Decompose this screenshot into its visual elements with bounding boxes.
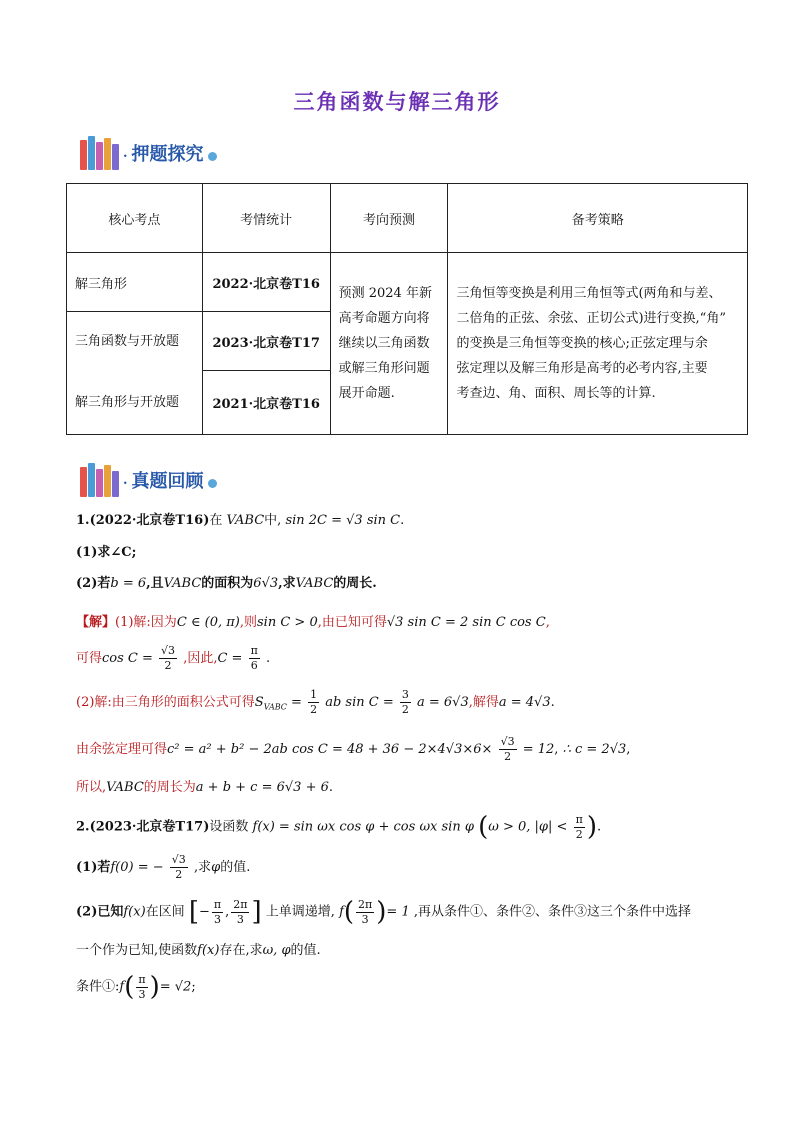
question-1-part-1: (1)求∠C; (76, 545, 137, 560)
table-cell-topic-group: 三角函数与开放题 解三角形与开放题 (67, 312, 203, 435)
table-header: 备考策略 (448, 184, 748, 253)
table-cell-stat: 2021·北京卷T16 (202, 371, 330, 435)
question-2-part-1: (1)若f(0) = − $\frac{√3}{2}$ ,求φ的值. (76, 853, 251, 881)
section-label: 押题探究 (131, 144, 204, 165)
solution-1-line-1: 【解】(1)解:因为C ∈ (0, π),则sin C > 0,由已知可得√3 sin C = 2 sin C cos C, (76, 615, 550, 630)
question-1-part-2: (2)若b = 6,且VABC的面积为6√3,求VABC的周长. (76, 576, 377, 591)
dot-icon (208, 479, 217, 488)
question-1-stem: 1.(2022·北京卷T16)在 VABC中, sin 2C = √3 sin C. (76, 513, 405, 528)
section-header-review: . 真题回顾 (80, 460, 217, 500)
books-icon (80, 463, 119, 497)
question-2-part-2-cont: 一个作为已知,使函数f(x)存在,求ω, φ的值. (76, 943, 321, 958)
solution-1-line-4: 由余弦定理可得c² = a² + b² − 2ab cos C = 48 + 36 − 2×4√3×6× $\frac{√3}{2}$ = 12, ∴ c = 2√3, (76, 735, 631, 763)
table-cell-strategy: 三角恒等变换是利用三角恒等式(两角和与差、 二倍角的正弦、余弦、正切公式)进行变换,“角” 的变换是三角恒等变换的核心;正弦定理与余 弦定理以及解三角形是高考的必考内容,主要 考查边、角、面积、周长等的计算. (448, 253, 748, 435)
table-header: 考向预测 (330, 184, 448, 253)
solution-1-line-5: 所以,VABC的周长为a + b + c = 6√3 + 6. (76, 780, 334, 795)
exam-analysis-table (66, 183, 748, 435)
dot-icon (208, 152, 217, 161)
question-2-stem: 2.(2023·北京卷T17)设函数 f(x) = sin ωx cos φ + cos ωx sin φ (ω > 0, |φ| < $\frac{\pi}{2}$ ). (76, 812, 602, 842)
table-header-row (67, 184, 748, 253)
question-2-part-2: (2)已知f(x)在区间 [− $\frac{\pi}{3}$ , $\frac{2\pi}{3}$ ] 上单调递增, f( $\frac{2\pi}{3}$ )= 1 ,再从条件①、条件②、条件③这三个条件中选择 (76, 897, 691, 927)
books-icon (80, 136, 119, 170)
section-label: 真题回顾 (131, 471, 204, 492)
question-2-condition-1: 条件①:f( $\frac{\pi}{3}$ )= √2; (76, 972, 196, 1002)
table-cell-stat: 2022·北京卷T16 (202, 253, 330, 312)
table-header: 核心考点 (67, 184, 203, 253)
table-cell-stat: 2023·北京卷T17 (202, 312, 330, 371)
table-cell-prediction: 预测 2024 年新 高考命题方向将 继续以三角函数 或解三角形问题 展开命题. (330, 253, 448, 435)
solution-1-line-3: (2)解:由三角形的面积公式可得$S_{VABC}$ = $\frac{1}{2}$ ab sin C = $\frac{3}{2}$ a = 6√3,解得a = 4√3. (76, 688, 555, 716)
solution-1-line-2: 可得cos C = $\frac{√3}{2}$ ,因此,C = $\frac{\pi}{6}$ . (76, 644, 271, 672)
table-header: 考情统计 (202, 184, 330, 253)
section-header-explore: . 押题探究 (80, 133, 217, 173)
table-cell-topic: 解三角形 (67, 253, 203, 312)
page-title: 三角函数与解三角形 (293, 90, 501, 114)
